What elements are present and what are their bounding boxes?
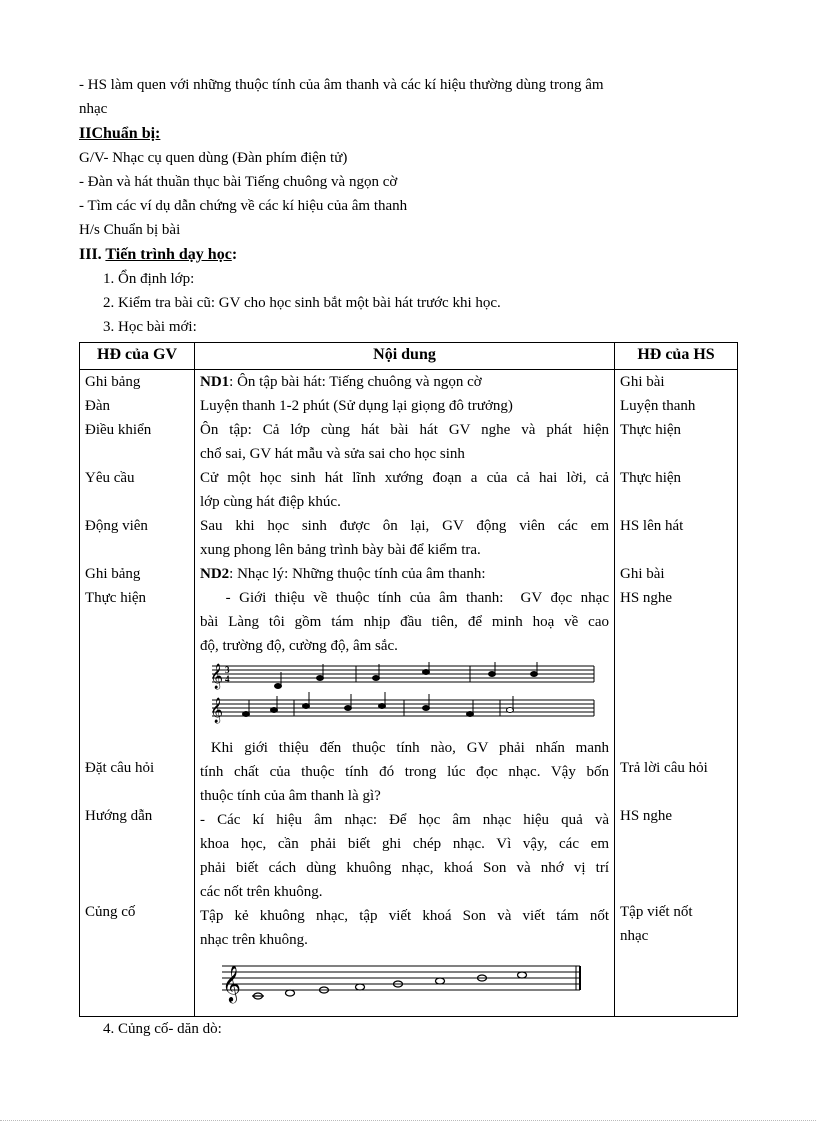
header-gv: HĐ của GV xyxy=(80,343,195,370)
treble-clef-icon-2: 𝄞 xyxy=(210,698,224,723)
nd1-label: ND1 xyxy=(200,374,230,390)
hs-column xyxy=(615,370,738,1017)
nd2-label: ND2 xyxy=(200,566,230,582)
intro-line-2: nhạc xyxy=(79,101,108,117)
sau-line-2: xung phong lên bảng trình bày bài để kiểm tra. xyxy=(200,542,481,558)
header-content: Nội dung xyxy=(195,343,615,370)
gv-ghi-bang: Ghi bảng xyxy=(85,374,141,390)
on-tap-line-1: Ôn tập: Cả lớp cùng hát bài hát GV nghe và phát hiện xyxy=(200,422,609,438)
gv-dong-vien: Động viên xyxy=(85,518,148,534)
prep-item-2: - Đàn và hát thuần thục bài Tiếng chuông và ngọn cờ xyxy=(79,174,398,190)
prep-item-1: G/V- Nhạc cụ quen dùng (Đàn phím điện tử) xyxy=(79,150,348,166)
scale-notes xyxy=(252,972,527,999)
ki-line-2: khoa học, cần phải biết ghi chép nhạc. Vì vậy, các em xyxy=(200,836,609,852)
time-signature: 3 xyxy=(225,665,230,675)
ki-line-3: phải biết cách dùng khuông nhạc, khoá Son và nhớ vị trí xyxy=(200,860,609,876)
gv-huong-dan: Hướng dẫn xyxy=(85,808,153,824)
prep-item-4: H/s Chuẩn bị bài xyxy=(79,222,181,238)
cu-line-1: Cử một học sinh hát lĩnh xướng đoạn a của cả hai lời, cả xyxy=(200,470,609,486)
sau-line-1: Sau khi học sinh được ôn lại, GV động viên các em xyxy=(200,518,609,534)
table-body-row xyxy=(80,370,738,1017)
nd2-line xyxy=(200,562,609,586)
section-2-title: IIChuẩn bị: xyxy=(79,125,161,142)
on-tap-line-2: chổ sai, GV hát mẫu và sửa sai cho học sinh xyxy=(200,446,465,462)
hs-tap-viet-2: nhạc xyxy=(620,928,649,944)
content-column xyxy=(195,370,615,1017)
hs-ghi-bai-2: Ghi bài xyxy=(620,566,665,582)
hs-thuc-hien-1: Thực hiện xyxy=(620,422,682,438)
gv-ghi-bang-2: Ghi bảng xyxy=(85,566,141,582)
nd1-line xyxy=(200,370,609,394)
treble-clef-icon-3: 𝄞 xyxy=(222,964,241,1002)
header-hs: HĐ của HS xyxy=(615,343,738,370)
section-3-colon: : xyxy=(231,246,238,263)
gv-column xyxy=(80,370,195,1017)
tap-line-1: Tập kẻ khuông nhạc, tập viết khoá Son và viết tám nốt xyxy=(200,908,609,924)
gv-yeu-cau: Yêu cầu xyxy=(85,470,135,486)
hs-len-hat: HS lên hát xyxy=(620,518,684,534)
cu-line-2: lớp cùng hát điệp khúc. xyxy=(200,494,341,510)
nd1-text: : Ôn tập bài hát: Tiếng chuông và ngọn cờ xyxy=(229,374,482,390)
khi-line-1: Khi giới thiệu đến thuộc tính nào, GV phải nhấn manh xyxy=(200,740,609,756)
hs-luyen-thanh: Luyện thanh xyxy=(620,398,696,414)
gioi-line-1: - Giới thiệu về thuộc tính của âm thanh: GV đọc nhạc xyxy=(200,590,609,606)
table-header-row xyxy=(80,343,738,370)
hs-nghe: HS nghe xyxy=(620,590,673,606)
gv-dieu-khien: Điều khiển xyxy=(85,422,152,438)
step-3: 3. Học bài mới: xyxy=(103,319,197,335)
hs-tap-viet-1: Tập viết nốt xyxy=(620,904,693,920)
gioi-line-3: độ, trường độ, cường độ, âm sắc. xyxy=(200,638,398,654)
section-3-title xyxy=(79,244,237,266)
gv-dat-cau-hoi: Đặt câu hỏi xyxy=(85,760,155,776)
melody-staff xyxy=(208,662,598,736)
hs-tra-loi: Trả lời câu hỏi xyxy=(620,760,708,776)
hs-thuc-hien-2: Thực hiện xyxy=(620,470,682,486)
nd2-text: : Nhạc lý: Những thuộc tính của âm thanh: xyxy=(229,566,486,582)
ki-line-1: - Các kí hiệu âm nhạc: Để học âm nhạc hiệu quả và xyxy=(200,812,609,828)
svg-text:4: 4 xyxy=(225,674,230,684)
page-bottom-divider xyxy=(0,1120,816,1121)
tap-line-2: nhạc trên khuông. xyxy=(200,932,308,948)
gioi-line-2: bài Làng tôi gồm tám nhịp đầu tiên, để minh hoạ về cao xyxy=(200,614,609,630)
treble-clef-icon: 𝄞 xyxy=(210,664,224,689)
step-2: 2. Kiểm tra bài cũ: GV cho học sinh bắt một bài hát trước khi học. xyxy=(103,295,501,311)
ki-line-4: các nốt trên khuông. xyxy=(200,884,323,900)
section-3-prefix: III. xyxy=(79,246,102,263)
intro-line-1: - HS làm quen với những thuộc tính của âm thanh và các kí hiệu thường dùng trong âm xyxy=(79,77,604,93)
gv-dan: Đàn xyxy=(85,398,110,414)
khi-line-2: tính chất của thuộc tính đó trong lúc đọc nhạc. Vậy bốn xyxy=(200,764,609,780)
scale-staff xyxy=(218,956,588,1006)
closing-step: 4. Củng cố- dăn dò: xyxy=(103,1021,222,1037)
khi-line-3: thuộc tính của âm thanh là gì? xyxy=(200,788,381,804)
hs-ghi-bai: Ghi bài xyxy=(620,374,665,390)
lesson-table xyxy=(79,342,738,1017)
step-1: 1. Ổn định lớp: xyxy=(103,271,195,287)
gv-cung-co: Củng cố xyxy=(85,904,136,920)
section-3-heading: Tiến trình dạy học xyxy=(105,246,232,263)
luyen-thanh-text: Luyện thanh 1-2 phút (Sử dụng lại giọng đô trưởng) xyxy=(200,398,513,414)
prep-item-3: - Tìm các ví dụ dẫn chứng về các kí hiệu của âm thanh xyxy=(79,198,408,214)
hs-nghe-2: HS nghe xyxy=(620,808,673,824)
gv-thuc-hien: Thực hiện xyxy=(85,590,147,606)
